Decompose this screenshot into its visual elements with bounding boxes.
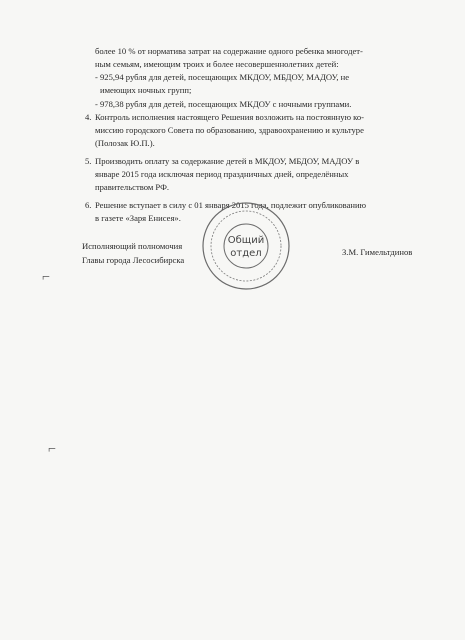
item-line: Решение вступает в силу с 01 января 2015 года, подлежит опубликованию — [95, 200, 367, 210]
item-line: Контроль исполнения настоящего Решения возложить на постоянную ко- — [95, 112, 365, 122]
text-line: ным семьям, имеющим троих и более несовершеннолетних детей: — [95, 59, 339, 69]
official-stamp — [200, 200, 292, 292]
signature-title-line1: Исполняющий полномочия — [82, 241, 183, 251]
item-line: в газете «Заря Енисея». — [95, 213, 181, 223]
text-line: - 925,94 рубля для детей, посещающих МКДОУ, МБДОУ, МАДОУ, не — [95, 72, 350, 82]
stamp-circle-icon — [200, 200, 292, 292]
stamp-text-line1: Общий — [227, 235, 265, 246]
item-number: 4. — [85, 112, 92, 122]
text-line: более 10 % от норматива затрат на содержание одного ребенка многодет- — [95, 46, 363, 56]
item-line: Производить оплату за содержание детей в МКДОУ, МБДОУ, МАДОУ в — [95, 156, 360, 166]
signature-title-line2: Главы города Лесосибирска — [82, 255, 185, 265]
item-line: январе 2015 года исключая период праздничных дней, определённых — [95, 169, 349, 179]
item-number: 6. — [85, 200, 92, 210]
margin-mark: ⌐ — [42, 270, 50, 285]
text-line: имеющих ночных групп; — [100, 85, 192, 95]
margin-mark: ⌐ — [48, 442, 56, 457]
item-line: миссию городского Совета по образованию, здравоохранению и культуре — [95, 125, 364, 135]
stamp-text-line2: отдел — [230, 248, 262, 259]
signature-name: З.М. Гимельтдинов — [342, 247, 413, 257]
text-line: - 978,38 рубля для детей, посещающих МКДОУ с ночными группами. — [95, 99, 352, 109]
item-number: 5. — [85, 156, 92, 166]
item-line: (Полозак Ю.П.). — [95, 138, 155, 148]
item-line: правительством РФ. — [95, 182, 170, 192]
